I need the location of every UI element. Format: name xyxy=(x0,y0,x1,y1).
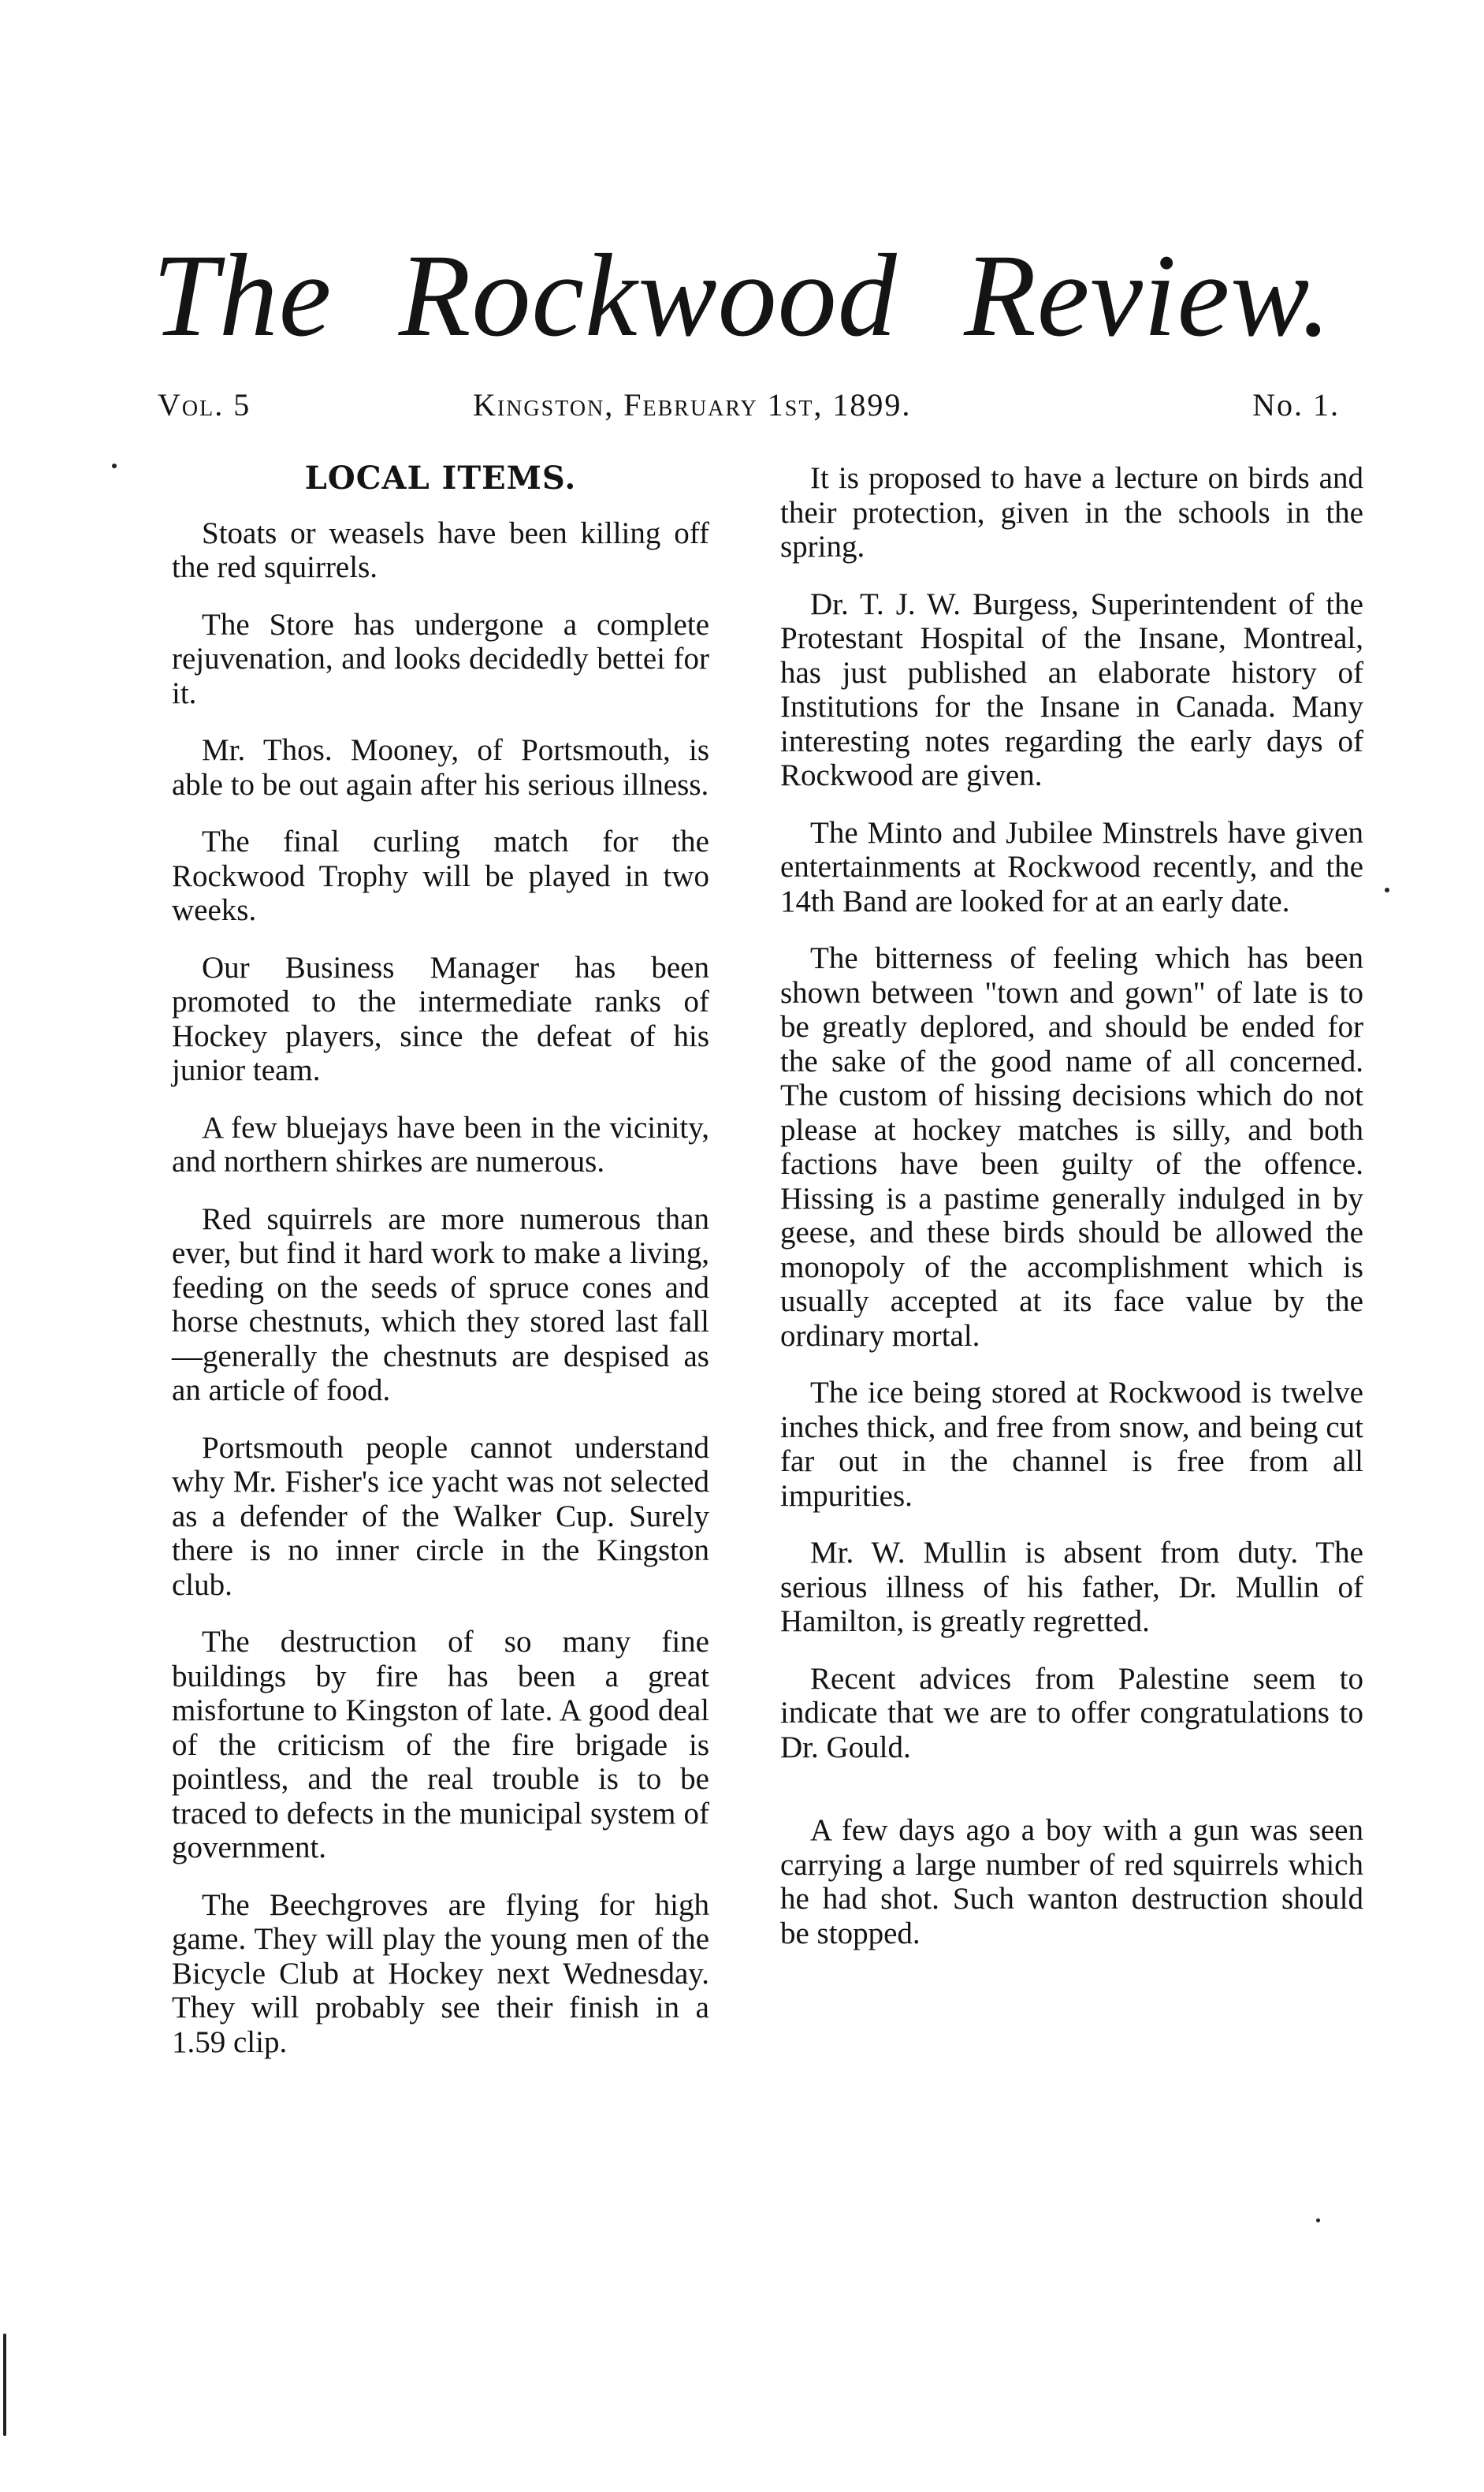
news-item: The destruction of so many fine buildings by fire has been a great misfortune to Kingston of late. A good deal of the criticism of the fire brigade is pointless, and the real trouble is to be traced to defects in the municipal system of government. xyxy=(172,1625,709,1864)
left-column xyxy=(172,461,709,2082)
news-item: The Store has undergone a complete rejuvenation, and looks decidedly bettei for it. xyxy=(172,607,709,710)
news-item: Dr. T. J. W. Burgess, Superintendent of the Protestant Hospital of the Insane, Montreal, has just published an elaborate history of Institutions for the Insane in Canada. Many interesting notes regarding the early days of Rockwood are given. xyxy=(780,587,1363,792)
news-item: The final curling match for the Rockwood Trophy will be played in two weeks. xyxy=(172,825,709,927)
masthead-title: The Rockwood Review. xyxy=(152,230,1332,361)
news-item: The Beechgroves are flying for high game. They will play the young men of the Bicycle Club at Hockey next Wednesday. They will probably see their finish in a 1.59 clip. xyxy=(172,1887,709,2059)
issue-number: No. 1. xyxy=(1252,387,1340,423)
news-item: The bitterness of feeling which has been shown between "town and gown" of late is to be greatly deplored, and should be ended for the sake of the good name of all concerned. The custom of hissing decisions which do not please at hockey matches is silly, and both factions have been guilty of the offence. Hissing is a pastime generally indulged in by geese, and these birds should be allowed the monopoly of the accomplishment which is usually accepted at its face value by the ordinary mortal. xyxy=(780,941,1363,1353)
news-item: Mr. W. Mullin is absent from duty. The serious illness of his father, Dr. Mullin of Hamilton, is greatly regretted. xyxy=(780,1536,1363,1638)
news-item: The Minto and Jubilee Minstrels have given entertainments at Rockwood recently, and the 14th Band are looked for at an early date. xyxy=(780,815,1363,918)
news-item: The ice being stored at Rockwood is twelve inches thick, and free from snow, and being cut far out in the channel is free from all impurities. xyxy=(780,1376,1363,1513)
print-speck xyxy=(1385,888,1389,892)
news-item: A few bluejays have been in the vicinity, and northern shirkes are numerous. xyxy=(172,1110,709,1179)
news-item: Mr. Thos. Mooney, of Portsmouth, is able to be out again after his serious illness. xyxy=(172,733,709,802)
news-item: Recent advices from Palestine seem to indicate that we are to offer congratulations to Dr. Gould. xyxy=(780,1661,1363,1764)
print-speck xyxy=(1316,2218,1320,2222)
news-item: Red squirrels are more numerous than ever, but find it hard work to make a living, feeding on the seeds of spruce cones and horse chestnuts, which they stored last fall—generally the chestnuts are despised as an article of food. xyxy=(172,1201,709,1407)
news-item: Our Business Manager has been promoted to the intermediate ranks of Hockey players, since the defeat of his junior team. xyxy=(172,950,709,1087)
section-title: LOCAL ITEMS. xyxy=(304,460,577,497)
news-item: It is proposed to have a lecture on birds and their protection, given in the schools in the spring. xyxy=(780,461,1363,564)
print-speck xyxy=(112,464,117,468)
volume-label: Vol. 5 xyxy=(158,387,251,423)
news-item: Stoats or weasels have been killing off the red squirrels. xyxy=(172,516,709,584)
news-item: A few days ago a boy with a gun was seen carrying a large number of red squirrels which he had shot. Such wanton destruction should be stopped. xyxy=(780,1813,1363,1950)
dateline: Kingston, February 1st, 1899. xyxy=(473,387,912,423)
issue-info-line xyxy=(158,386,1340,434)
news-item: Portsmouth people cannot understand why Mr. Fisher's ice yacht was not selected as a defender of the Walker Cup. Surely there is no inner circle in the Kingston club. xyxy=(172,1430,709,1602)
print-speck xyxy=(3,2334,6,2436)
right-column xyxy=(780,461,1363,1973)
